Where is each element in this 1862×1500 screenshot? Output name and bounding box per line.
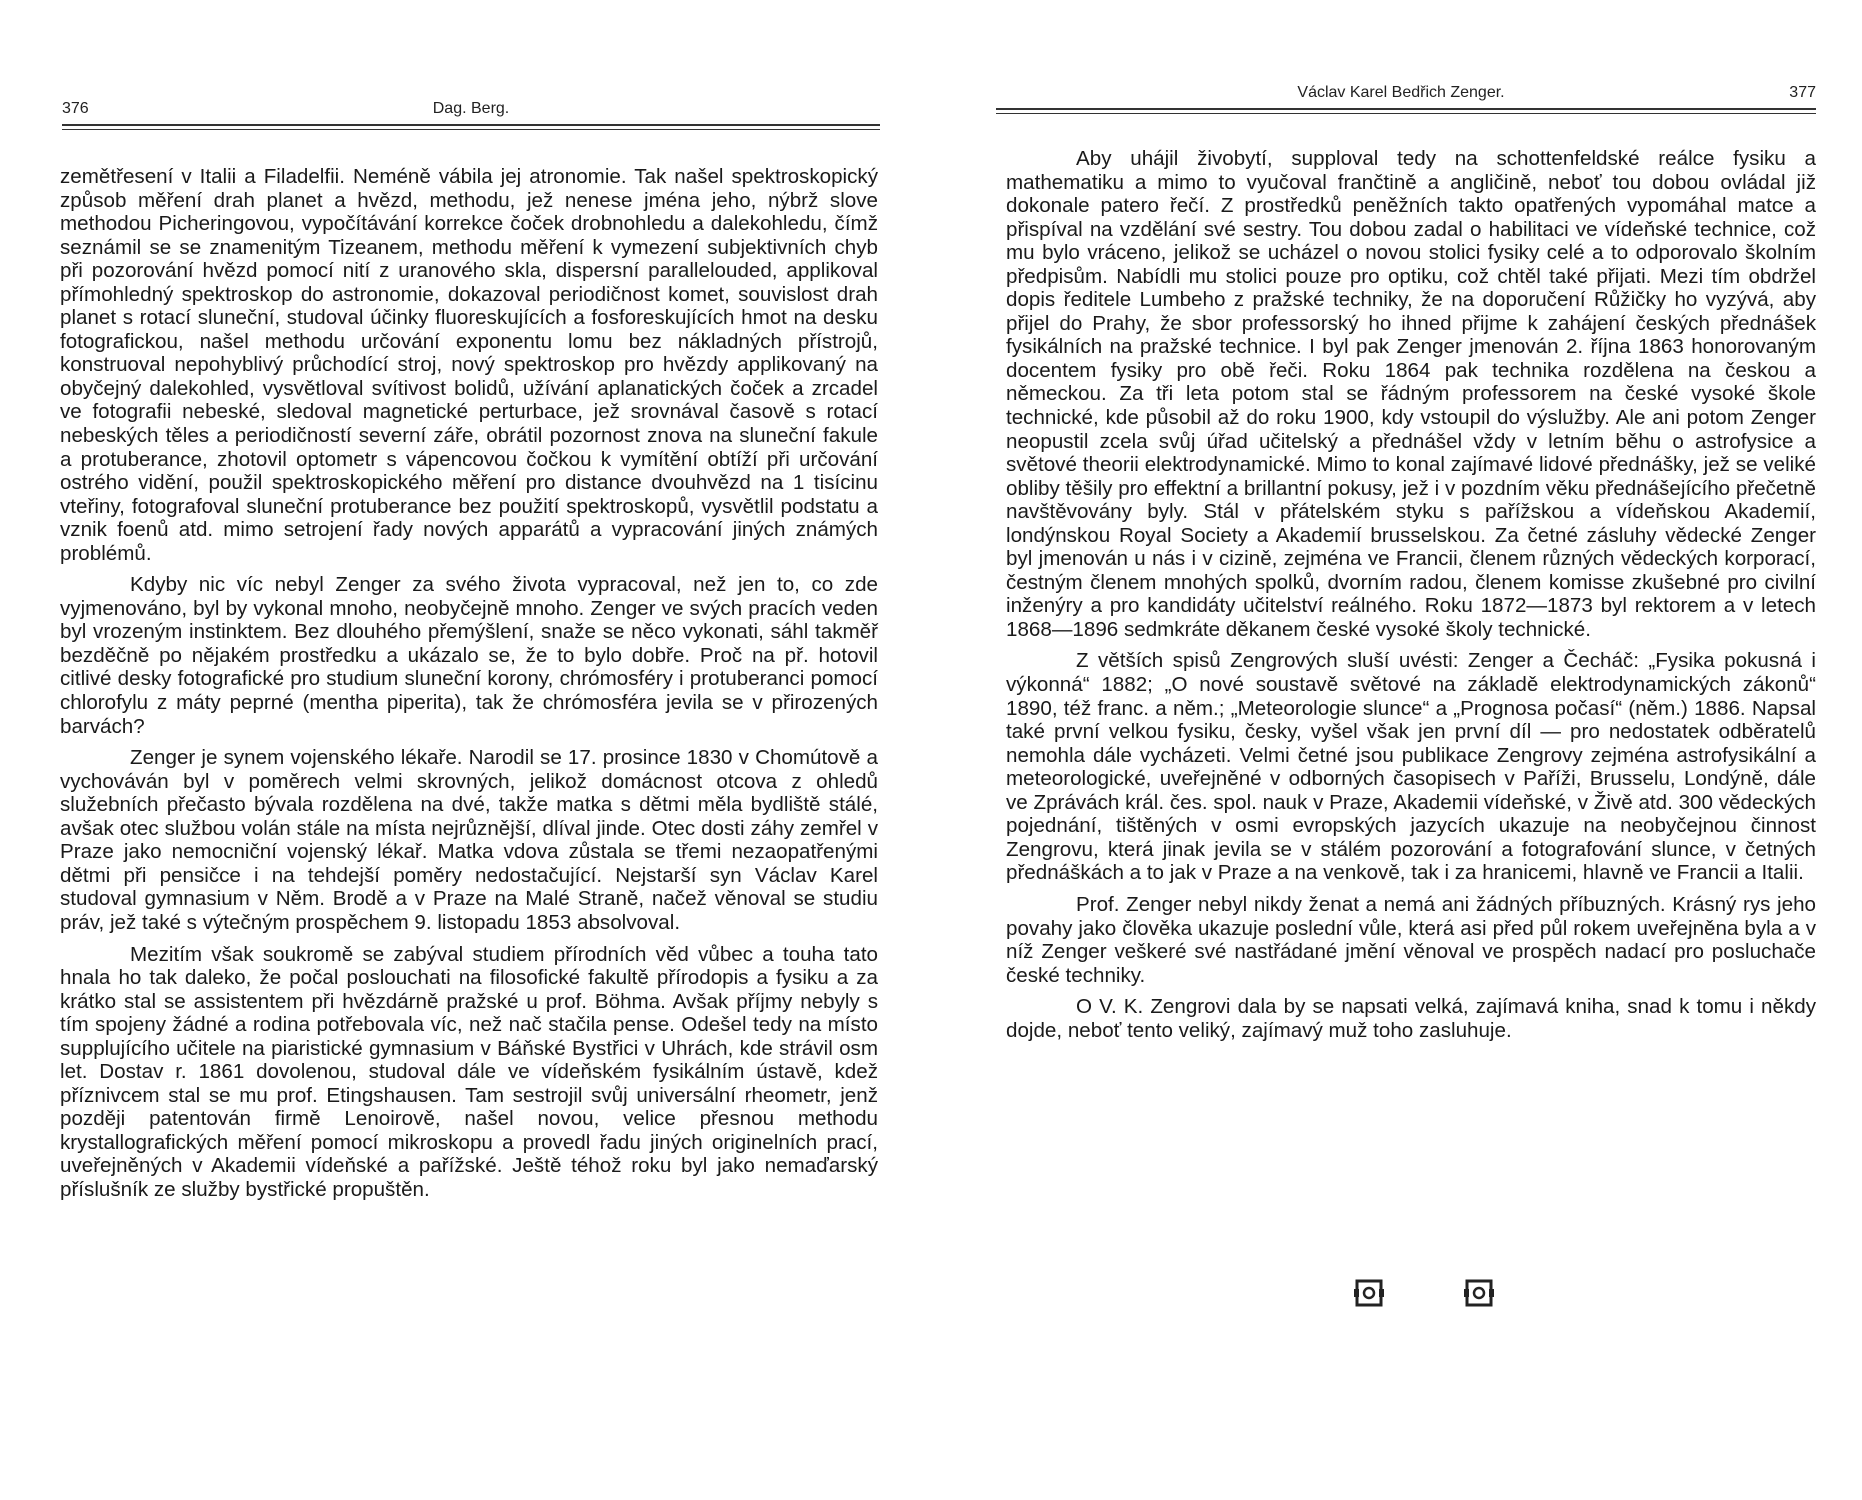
header-rule — [62, 124, 880, 126]
page-header — [996, 84, 1816, 114]
paragraph: Kdyby nic víc nebyl Zenger za svého života vypracoval, než jen to, co zde vyjmenováno, byl by vykonal mnoho, neobyčejně mnoho. Zenger ve svých pracích veden byl vrozeným instinktem. Bez dlouhého přemýšlení, snaže se něco vykonati, sáhl takměř bezděčně po nějakém prostředku a ukázalo se, že to bylo dobře. Proč na př. hotovil citlivé desky fotografické pro studium sluneční korony, chrómosféry i protuberanci pomocí chlorofylu z máty peprné (mentha piperita), tak že chrómosféra jevila se v přirozených barvách? — [60, 573, 878, 738]
running-head: Dag. Berg. — [432, 100, 510, 117]
right-page — [931, 0, 1862, 1500]
square-ornament-icon — [1354, 1278, 1384, 1308]
square-ornament-icon — [1464, 1278, 1494, 1308]
header-rule-thin — [996, 113, 1816, 114]
paragraph: Z větších spisů Zengrových sluší uvésti: Zenger a Čecháč: „Fysika pokusná i výkonná“ 1882; „O nové soustavě světové na základě elektrodynamických zákonů“ 1890, též franc. a něm.; „Meteorologie slunce“ a „Prognosa počasí“ (něm.) 1886. Napsal také první velkou fysiku, česky, vyšel však jen první díl — pro nedostatek odběratelů nemohla dále vycházeti. Velmi četné jsou publikace Zengrovy zejména astrofysikální a meteorologické, uveřejněné v odborných časopisech v Paříži, Brusselu, Londýně, dále ve Zprávách král. čes. spol. nauk v Praze, Akademii vídeňské, v Živě atd. 300 vědeckých pojednání, tištěných v osmi evropských jazycích ukazuje na neobyčejnou činnost Zengrovu, která jinak jevila se v stálém pozorování a fotografování slunce, v četných přednáškách a to jak v Praze a na venkově, tak i za hranicemi, hlavně ve Francii a Italii. — [1006, 649, 1816, 885]
header-rule-thin — [62, 129, 880, 130]
paragraph: Aby uhájil živobytí, supploval tedy na schottenfeldské reálce fysiku a mathematiku a mimo to vyučoval frančtině a angličině, neboť tou dobou ovládal již dokonale patero řečí. Z prostředků peněžních takto opatřených vypomáhal matce a přispíval na vzdělání své sestry. Tou dobou zadal o habilitaci ve vídeňské technice, což mu bylo vráceno, jelikož se ucházel o novou stolici fysiky celé a to odporovalo školním předpisům. Nabídli mu stolici pouze pro optiku, což chtěl také přijati. Mezi tím obdržel dopis ředitele Lumbeho z pražské techniky, že na doporučení Růžičky ho vyzývá, aby přijel do Prahy, že sbor professorský ho ihned přijme k zahájení českých přednášek fysikálních na pražské technice. I byl pak Zenger jmenován 2. října 1863 honorovaným docentem fysiky pro obě řeči. Roku 1864 pak technika rozdělena na českou a německou. Za tři leta potom stal se řádným professorem na české vysoké škole technické, kde působil až do roku 1900, kdy vstoupil do výslužby. Ale ani potom Zenger neopustil zcela svůj úřad učitelský a přednášel vždy v letním běhu o astrofysice a světové theorii elektrodynamické. Mimo to konal zajímavé lidové přednášky, jež se veliké obliby těšily pro effektní a brillantní pokusy, jež i v pozdním věku přednášejícího přečetně navštěvovány byly. Stál v přátelském styku s pařížskou a vídeňskou Akademií, londýnskou Royal Society a Akademií brusselskou. Za četné zásluhy vědecké Zenger byl jmenován u nás i v cizině, zejména ve Francii, členem různých vědeckých korporací, čestným členem mnohých spolků, dvorním radou, členem komisse zkušebné pro civilní inženýry a pro kandidáty učitelství reálného. Roku 1872—1873 byl rektorem a v letech 1868—1896 sedmkráte děkanem české vysoké školy technické. — [1006, 147, 1816, 641]
paragraph: zemětřesení v Italii a Filadelfii. Neméně vábila jej atronomie. Tak našel spektroskopický způsob měření drah planet a hvězd, methodu, jež nenese jména jeho, nýbrž slove methodou Picheringovou, vypočítávání korrekce čoček drobnohledu a dalekohledu, čímž seznámil se se znamenitým Tizeanem, methodu měření k vymezení subjektivních chyb při pozorování hvězd pomocí nití z uranového skla, dispersní parallelouded, applikoval přímohledný spektroskop do astronomie, dokazoval periodičnost komet, souvislost drah planet s rotací sluneční, studoval účinky fluoreskujících a fosforeskujících hmot na desku fotografickou, našel methodu určování exponentu lomu bez nákladných přístrojů, konstruoval nepohyblivý průchodící stroj, nový spektroskop pro hvězdy applikovaný na obyčejný dalekohled, vysvětloval svítivost bolidů, užívání aplanatických čoček a zrcadel ve fotografii nebeské, sledoval magnetické perturbace, jež srovnával časově s rotací nebeských těles a periodičností severní záře, obrátil pozornost znova na sluneční fakule a protuberance, zhotovil optometr s vápencovou čočkou k vymítění obtíží při určování ostrého vidění, použil spektroskopického měření pro distance dvouhvězd na 1 tisícinu vteřiny, fotografoval sluneční protuberance bez použití spektroskopů, vysvětlil podstatu a vznik foenů atd. mimo setrojení řady nových apparátů a vypracování jiných známých problémů. — [60, 165, 878, 565]
end-ornaments — [1354, 1278, 1494, 1318]
page-header — [62, 100, 880, 130]
running-head: Václav Karel Bedřich Zenger. — [1297, 84, 1505, 101]
paragraph: Zenger je synem vojenského lékaře. Narodil se 17. prosince 1830 v Chomútově a vychováván byl v poměrech velmi skrovných, jelikož domácnost otcova z ohledů služebních přečasto bývala rozdělena na dvé, takže matka s dětmi měla bydliště stálé, avšak otec službou volán stále na místa nejrůznější, dlíval jinde. Otec dosti záhy zemřel v Praze jako nemocniční vojenský lékař. Matka vdova zůstala se třemi nezaopatřenými dětmi při pensičce i na tehdejší poměry nedostačující. Nejstarší syn Václav Karel studoval gymnasium v Něm. Brodě a v Praze na Malé Straně, načež věnoval se studiu práv, jež také s výtečným prospěchem 9. listopadu 1853 absolvoval. — [60, 746, 878, 934]
page-number: 376 — [62, 100, 89, 117]
paragraph: Prof. Zenger nebyl nikdy ženat a nemá ani žádných příbuzných. Krásný rys jeho povahy jako člověka ukazuje poslední vůle, která asi před půl rokem uveřejněna byla a v níž Zenger veškeré své nastřádané jmění věnoval ve prospěch nadací pro posluchače české techniky. — [1006, 892, 1816, 987]
paragraph: Mezitím však soukromě se zabýval studiem přírodních věd vůbec a touha tato hnala ho tak daleko, že počal poslouchati na filosofické fakultě přírodopis a fysiku a za krátko stal se assistentem při hvězdárně pražské u prof. Böhma. Avšak příjmy nebyly s tím spojeny žádné a rodina potřebovala víc, než nač stačila pense. Odešel tedy na místo supplujícího učitele na piaristické gymnasium v Báňské Bystřici v Uhrách, kde strávil osm let. Dostav r. 1861 dovolenou, studoval dále ve vídeňském fysikálním ústavě, kdež příznivcem stal se mu prof. Etingshausen. Tam sestrojil svůj universální rheometr, jenž později patentován firmě Lenoirově, našel novou, velice přesnou methodu krystallografických měření pomocí mikroskopu a provedl řadu jiných originelních prací, uveřejněných v Akademii vídeňské a pařížské. Ještě téhož roku byl jako nemaďarský příslušník ze služby bystřické propuštěn. — [60, 942, 878, 1201]
page-body — [60, 165, 878, 1210]
header-rule — [996, 108, 1816, 110]
page-number: 377 — [1789, 84, 1816, 101]
page-body — [1006, 147, 1816, 1050]
paragraph: O V. K. Zengrovi dala by se napsati velká, zajímavá kniha, snad k tomu i někdy dojde, neboť tento veliký, zajímavý muž toho zasluhuje. — [1006, 995, 1816, 1042]
